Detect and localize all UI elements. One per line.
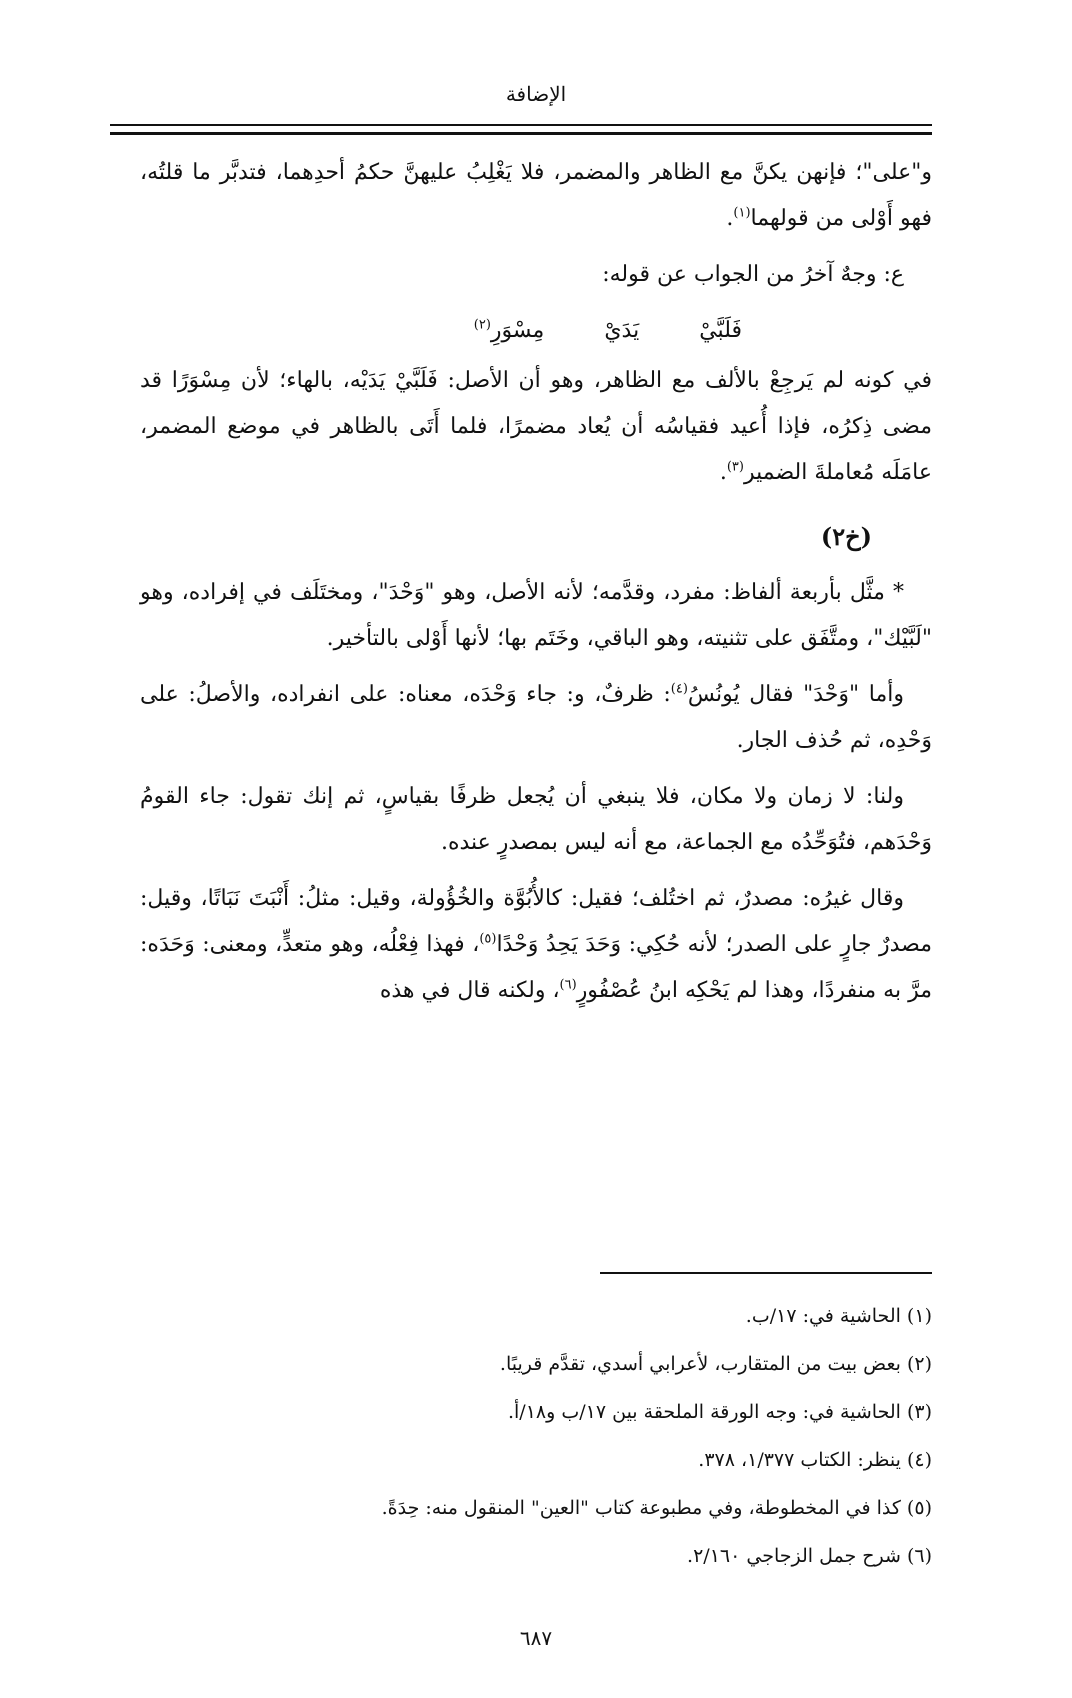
footnote-ref-2: (٢) [473, 317, 491, 333]
paragraph-7 [140, 876, 932, 1014]
footnote-separator [600, 1272, 932, 1274]
paragraph-5-text-a: وأما "وَحْدَ" فقال يُونُسُ [687, 682, 904, 707]
verse-word-3-text: مِسْوَرِ [490, 318, 545, 343]
paragraph-3-end: . [719, 460, 727, 485]
footnote-4: (٤) ينظر: الكتاب ١/٣٧٧، ٣٧٨. [698, 1449, 932, 1471]
paragraph-6: ولنا: لا زمان ولا مكان، فلا ينبغي أن يُجعل ظرفًا بقياسٍ، ثم إنك تقول: جاء القومُ وَحْدَهم، فتُوَحِّدُه مع الجماعة، مع أنه ليس بمصدرٍ عنده. [140, 784, 932, 855]
paragraph-3-text: في كونه لم يَرجِعْ بالألف مع الظاهر، وهو أن الأصل: فَلَبَّيْ يَدَيْه، بالهاء؛ لأن مِسْوَرًا قد مضى ذِكرُه، فإذا أُعيد فقياسُه أن يُعاد مضمرًا، فلما أَتَى بالظاهر في موضع المضمر، عامَلَه مُعاملةَ الضمير [140, 368, 932, 485]
footnote-5: (٥) كذا في المخطوطة، وفي مطبوعة كتاب "العين" المنقول منه: حِدَةً. [381, 1497, 932, 1519]
paragraph-3 [140, 358, 932, 496]
footnote-ref-6: (٦) [559, 977, 577, 993]
paragraph-5 [140, 672, 932, 764]
verse-word-3 [474, 308, 545, 354]
verse-line [140, 308, 932, 354]
footnote-ref-4: (٤) [670, 681, 688, 697]
header-rule-thick [110, 132, 932, 135]
running-head: الإضافة [505, 82, 567, 106]
paragraph-7-text-b: ، فهذا فِعْلُه، وهو متعدٍّ، ومعنى: وَحَدَه: مرَّ به منفردًا، وهذا لم يَحْكِه ابنُ عُصْفُورٍ [140, 932, 932, 1003]
paragraph-1-text: و"على"؛ فإنهن يكنَّ مع الظاهر والمضمر، فلا يَغْلِبُ عليهنَّ حكمُ أحدِهما، فتدبَّر ما قلتُه، فهو أَوْلى من قولهما [140, 160, 932, 231]
verse-word-1: فَلَبَّيْ [699, 318, 742, 343]
footnote-1: (١) الحاشية في: ١٧/ب. [745, 1305, 932, 1327]
paragraph-1-end: . [726, 206, 734, 231]
footnote-ref-5: (٥) [479, 931, 497, 947]
paragraph-7-text-a: وقال غيرُه: مصدرٌ، ثم اختُلف؛ فقيل: كالأُبُوَّة والخُؤُولة، وقيل: مثلُ: أَنْبَتَ نَبَاتًا، وقيل: مصدرٌ جارٍ على الصدر؛ لأنه حُكِي: وَحَدَ يَحِدُ وَحْدًا [140, 886, 932, 957]
footnotes [140, 1292, 932, 1580]
footnote-ref-1: (١) [733, 205, 751, 221]
main-text [140, 150, 932, 1024]
paragraph-2: ع: وجهٌ آخرُ من الجواب عن قوله: [602, 262, 904, 287]
verse-word-2: يَدَيْ [604, 318, 640, 343]
footnote-3: (٣) الحاشية في: وجه الورقة الملحقة بين ١٧/ب و١٨/أ. [507, 1401, 932, 1423]
header-rule-thin [110, 124, 932, 126]
footnote-6: (٦) شرح جمل الزجاجي ٢/١٦٠. [687, 1545, 932, 1567]
page-number: ٦٨٧ [519, 1626, 553, 1650]
paragraph-4: * مثَّل بأربعة ألفاظ: مفرد، وقدَّمه؛ لأنه الأصل، وهو "وَحْدَ"، ومختَلَف في إفراده، وهو "لَبَّيْك"، ومتَّفَق على تثنيته، وهو الباقي، وخَتَم بها؛ لأنها أَوْلى بالتأخير. [140, 580, 932, 651]
footnote-2: (٢) بعض بيت من المتقارب، لأعرابي أسدي، تقدَّم قريبًا. [499, 1353, 932, 1375]
footnote-ref-3: (٣) [726, 459, 744, 475]
section-marker: (خ٢) [820, 522, 872, 551]
paragraph-1 [140, 150, 932, 242]
paragraph-7-text-c: ، ولكنه قال في هذه [379, 978, 560, 1003]
paragraph-5-text-b: : ظرفٌ، و: جاء وَحْدَه، معناه: على انفراده، والأصلُ: على وَحْدِه، ثم حُذف الجار. [140, 682, 932, 753]
